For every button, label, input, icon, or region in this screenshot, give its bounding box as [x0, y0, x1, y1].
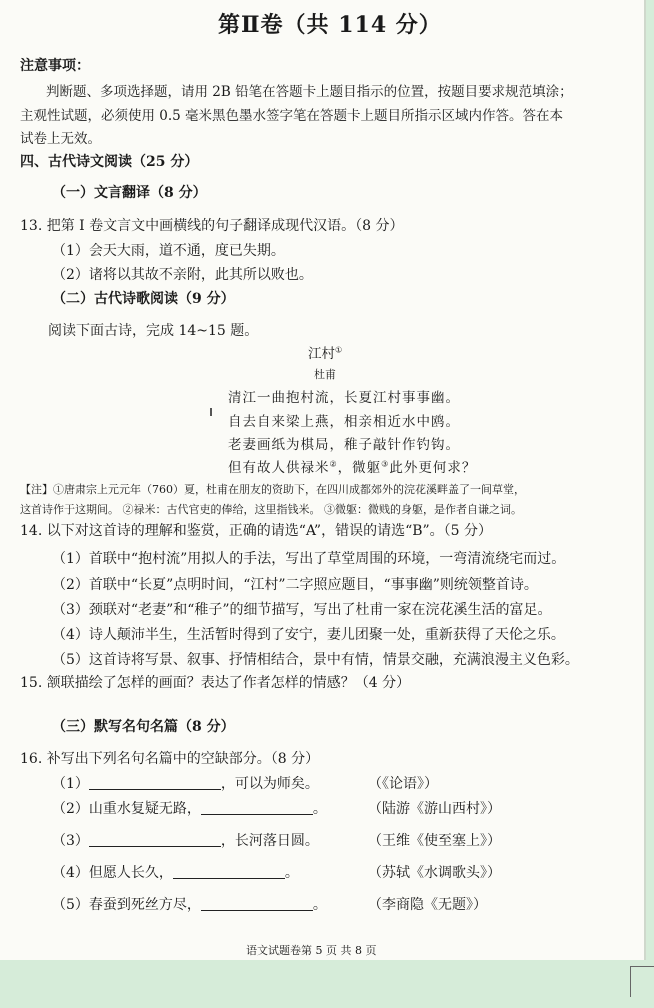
answer-blank[interactable] [89, 775, 221, 790]
notice-line: 主观性试题，必须使用 0.5 毫米黑色墨水签字笔在答题卡上题目所指示区域内作答。答在本 [20, 108, 564, 124]
notice-heading: 注意事项： [20, 58, 90, 74]
poem-line: 但有故人供禄米②，微躯③此外更何求？ [228, 459, 477, 476]
poem-line: 清江一曲抱村流，长夏江村事事幽。 [228, 390, 460, 406]
question-13: 13. 把第 I 卷文言文中画横线的句子翻译成现代汉语。（8 分） [20, 218, 404, 234]
source-citation: （《论语》） [368, 776, 438, 792]
source-citation: （陆游《游山西村》） [368, 801, 501, 817]
poem-line: 老妻画纸为棋局，稚子敲针作钓钩。 [228, 437, 460, 453]
question-14-item: （2）首联中“长夏”点明时间，“江村”二字照应题目，“事事幽”则统领整首诗。 [52, 577, 538, 593]
poem-intro: 阅读下面古诗，完成 14~15 题。 [48, 323, 259, 339]
answer-blank[interactable] [201, 800, 313, 815]
question-14-item: （5）这首诗将写景、叙事、抒情相结合，景中有情，情景交融，充满浪漫主义色彩。 [52, 652, 579, 668]
notice-line: 判断题、多项选择题，请用 2B 铅笔在答题卡上题目指示的位置，按题目要求规范填涂； [46, 84, 573, 100]
question-15: 15. 颔联描绘了怎样的画面？表达了作者怎样的情感？（4 分） [20, 675, 411, 691]
question-14-item: （1）首联中“抱村流”用拟人的手法，写出了草堂周围的环境，一弯清流绕宅而过。 [52, 551, 566, 567]
question-16: 16. 补写出下列名句名篇中的空缺部分。（8 分） [20, 751, 320, 767]
poem-note: 【注】①唐肃宗上元元年（760）夏，杜甫在朋友的资助下，在四川成都郊外的浣花溪畔盖了一间草堂， [20, 483, 525, 496]
poem-line: 自去自来梁上燕，相亲相近水中鸥。 [228, 414, 460, 430]
question-14: 14. 以下对这首诗的理解和鉴赏，正确的请选“A”，错误的请选“B”。（5 分） [20, 523, 493, 539]
part-heading: （三）默写名句名篇（8 分） [52, 719, 235, 735]
poem-note: 这首诗作于这期间。 ②禄米：古代官吏的俸给，这里指钱米。 ③微躯：微贱的身躯，是作者自谦之词。 [20, 503, 522, 516]
part-heading: （一）文言翻译（8 分） [52, 185, 207, 201]
ink-speck [210, 408, 212, 416]
source-citation: （李商隐《无题》） [368, 897, 487, 913]
question-16-item: （2）山重水复疑无路， 。 [52, 801, 327, 817]
page-title: 第Ⅱ卷（共 114 分） [218, 12, 442, 38]
question-16-item: （1） ，可以为师矣。 [52, 776, 319, 792]
question-13-item: （2）诸将以其故不亲附，此其所以败也。 [52, 267, 313, 283]
question-16-item: （5）春蚕到死丝方尽， 。 [52, 897, 327, 913]
question-14-item: （3）颈联对“老妻”和“稚子”的细节描写，写出了杜甫一家在浣花溪生活的富足。 [52, 602, 552, 618]
poem-author: 杜甫 [314, 368, 336, 381]
question-13-item: （1）会天大雨，道不通，度已失期。 [52, 243, 285, 259]
answer-blank[interactable] [173, 864, 285, 879]
source-citation: （苏轼《水调歌头》） [368, 865, 501, 881]
page-footer: 语文试题卷第 5 页 共 8 页 [246, 944, 377, 957]
part-heading: （二）古代诗歌阅读（9 分） [52, 291, 235, 307]
question-14-item: （4）诗人颠沛半生，生活暂时得到了安宁，妻儿团聚一处，重新获得了天伦之乐。 [52, 627, 565, 643]
question-16-item: （3） ，长河落日圆。 [52, 833, 319, 849]
question-16-item: （4）但愿人长久， 。 [52, 865, 299, 881]
page-corner-mark [630, 966, 654, 997]
section-heading: 四、古代诗文阅读（25 分） [20, 154, 199, 170]
answer-blank[interactable] [89, 832, 221, 847]
poem-title: 江村① [308, 345, 343, 362]
answer-blank[interactable] [201, 896, 313, 911]
source-citation: （王维《使至塞上》） [368, 833, 501, 849]
notice-line: 试卷上无效。 [20, 131, 101, 147]
